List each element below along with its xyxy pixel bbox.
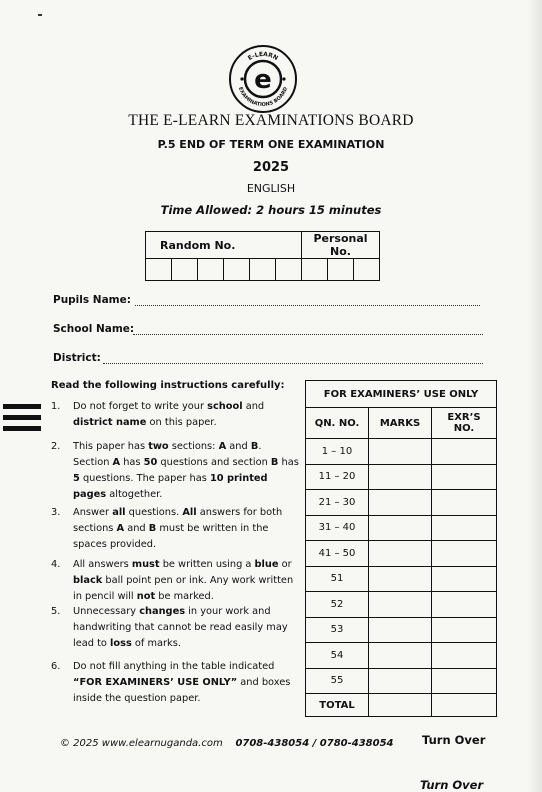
- instruction-emphasis: all: [112, 507, 126, 518]
- instruction-fragment: sections:: [168, 441, 219, 452]
- instruction-item: [51, 659, 299, 707]
- instruction-emphasis: school: [207, 401, 243, 412]
- examiner-cell: [432, 668, 497, 694]
- examiners-table-title: FOR EXAMINERS’ USE ONLY: [306, 381, 497, 408]
- instruction-text: [73, 659, 299, 707]
- instruction-emphasis: black: [73, 575, 103, 586]
- instruction-number: 1.: [51, 401, 61, 412]
- instruction-fragment: on this paper.: [146, 417, 217, 428]
- col-qn-no: QN. NO.: [306, 408, 369, 439]
- district-label: District:: [53, 352, 101, 364]
- random-digit-box: [276, 259, 302, 281]
- marks-cell: [369, 668, 432, 694]
- total-examiner-cell: [432, 694, 497, 717]
- instructions-title: Read the following instructions carefully:: [51, 380, 285, 391]
- scan-marks: [3, 404, 41, 437]
- instruction-fragment: be marked.: [155, 591, 214, 602]
- examiner-cell: [432, 515, 497, 541]
- col-examiner-no: EXR’S NO.: [432, 408, 497, 439]
- instruction-emphasis: two: [148, 441, 169, 452]
- personal-digit-box: [328, 259, 354, 281]
- examiner-cell: [432, 617, 497, 643]
- instruction-fragment: answers for both sections: [73, 507, 283, 534]
- instruction-fragment: ball point pen or ink. Any work written in pencil will: [73, 575, 294, 602]
- instruction-emphasis: district name: [73, 417, 147, 428]
- instruction-emphasis: blue: [254, 559, 279, 570]
- instruction-fragment: has: [278, 457, 299, 468]
- examiner-cell: [432, 566, 497, 592]
- personal-digit-box: [302, 259, 328, 281]
- examiner-cell: [432, 439, 497, 465]
- copyright-text: © 2025 www.elearnuganda.com: [60, 738, 223, 749]
- total-label: TOTAL: [306, 694, 369, 717]
- instruction-fragment: in your work and handwriting that cannot be read easily may lead to: [73, 606, 288, 649]
- logo-letter: e: [254, 65, 272, 95]
- candidate-number-box: [145, 231, 380, 281]
- examiner-cell: [432, 592, 497, 618]
- personal-number-label: Personal No.: [302, 232, 380, 259]
- instruction-emphasis: B: [250, 441, 259, 452]
- instruction-item: [51, 399, 299, 431]
- qn-cell: 55: [306, 668, 369, 694]
- instruction-fragment: and: [226, 441, 251, 452]
- subject: ENGLISH: [246, 182, 296, 195]
- instruction-emphasis: All: [182, 507, 197, 518]
- school-name-line: [133, 334, 483, 335]
- instruction-fragment: or: [278, 559, 292, 570]
- instruction-item: [51, 604, 299, 652]
- instruction-emphasis: must: [131, 559, 160, 570]
- instruction-emphasis: A: [116, 523, 125, 534]
- qn-cell: 51: [306, 566, 369, 592]
- instruction-fragment: questions. The paper has: [79, 473, 210, 484]
- instruction-emphasis: changes: [139, 606, 186, 617]
- random-digit-box: [198, 259, 224, 281]
- instruction-fragment: Answer: [73, 507, 113, 518]
- instruction-text: [73, 505, 299, 553]
- district-line: [103, 363, 483, 364]
- instruction-text: [73, 604, 299, 652]
- examiner-cell: [432, 541, 497, 567]
- logo-ring-bottom: EXAMINATIONS BOARD: [236, 86, 290, 109]
- school-name-label: School Name:: [53, 323, 135, 335]
- qn-cell: 41 – 50: [306, 541, 369, 567]
- instruction-fragment: questions and section: [157, 457, 271, 468]
- marks-cell: [369, 592, 432, 618]
- instruction-number: 3.: [51, 507, 61, 518]
- exam-year: 2025: [252, 160, 290, 175]
- instruction-fragment: questions.: [125, 507, 183, 518]
- instruction-number: 4.: [51, 559, 61, 570]
- marks-cell: [369, 515, 432, 541]
- examiner-cell: [432, 643, 497, 669]
- personal-digit-box: [354, 259, 380, 281]
- examiners-table: [305, 380, 497, 717]
- qn-cell: 11 – 20: [306, 464, 369, 490]
- instruction-number: 2.: [51, 441, 61, 452]
- random-digit-box: [250, 259, 276, 281]
- board-title: THE E-LEARN EXAMINATIONS BOARD: [128, 112, 414, 129]
- instruction-emphasis: 50: [143, 457, 158, 468]
- phone-numbers: 0708-438054 / 0780-438054: [235, 738, 394, 749]
- instruction-fragment: and: [124, 523, 149, 534]
- instruction-text: [73, 439, 299, 503]
- random-number-label: Random No.: [146, 232, 302, 259]
- marks-cell: [369, 617, 432, 643]
- instruction-emphasis: A: [218, 441, 227, 452]
- instruction-fragment: and: [242, 401, 265, 412]
- qn-cell: 21 – 30: [306, 490, 369, 516]
- instruction-number: 6.: [51, 661, 61, 672]
- instruction-text: [73, 557, 299, 605]
- qn-cell: 53: [306, 617, 369, 643]
- instruction-fragment: has: [120, 457, 144, 468]
- instruction-fragment: be written using a: [159, 559, 255, 570]
- examiner-cell: [432, 490, 497, 516]
- total-marks-cell: [369, 694, 432, 717]
- instruction-fragment: must be written in the spaces provided.: [73, 523, 269, 550]
- pupil-name-line: [135, 305, 480, 306]
- instruction-emphasis: 5: [73, 473, 80, 484]
- instruction-fragment: altogether.: [106, 489, 163, 500]
- instruction-fragment: Do not fill anything in the table indicated: [73, 661, 275, 672]
- marks-cell: [369, 541, 432, 567]
- logo-ring-top: E-LEARN: [246, 50, 280, 63]
- instruction-item: [51, 439, 299, 503]
- examiner-cell: [432, 464, 497, 490]
- marks-cell: [369, 439, 432, 465]
- instruction-emphasis: “FOR EXAMINERS’ USE ONLY”: [73, 677, 238, 688]
- random-digit-box: [146, 259, 172, 281]
- instruction-fragment: and boxes inside the question paper.: [73, 677, 291, 704]
- instruction-emphasis: B: [270, 457, 279, 468]
- scan-speck: [38, 14, 42, 16]
- exam-title: P.5 END OF TERM ONE EXAMINATION: [157, 138, 385, 151]
- marks-cell: [369, 464, 432, 490]
- random-digit-box: [172, 259, 198, 281]
- turn-over-label: Turn Over: [422, 733, 486, 747]
- turn-over-bleed: Turn Over: [420, 778, 484, 792]
- footer-contact: [60, 738, 394, 749]
- time-allowed: Time Allowed: 2 hours 15 minutes: [160, 203, 382, 217]
- instruction-emphasis: 10 printed pages: [73, 473, 268, 500]
- instruction-fragment: Do not forget to write your: [73, 401, 208, 412]
- qn-cell: 1 – 10: [306, 439, 369, 465]
- instruction-fragment: All answers: [73, 559, 132, 570]
- qn-cell: 52: [306, 592, 369, 618]
- qn-cell: 31 – 40: [306, 515, 369, 541]
- pupil-name-label: Pupils Name:: [53, 294, 131, 306]
- marks-cell: [369, 490, 432, 516]
- qn-cell: 54: [306, 643, 369, 669]
- random-digit-box: [224, 259, 250, 281]
- instruction-text: [73, 399, 299, 431]
- instruction-emphasis: not: [136, 591, 156, 602]
- instruction-emphasis: B: [148, 523, 157, 534]
- instruction-emphasis: loss: [110, 638, 132, 649]
- col-marks: MARKS: [369, 408, 432, 439]
- marks-cell: [369, 643, 432, 669]
- board-logo-icon: [228, 44, 298, 114]
- instruction-fragment: Unnecessary: [73, 606, 140, 617]
- instruction-fragment: of marks.: [131, 638, 181, 649]
- marks-cell: [369, 566, 432, 592]
- instruction-emphasis: A: [112, 457, 121, 468]
- instruction-fragment: . Section: [73, 441, 262, 468]
- instruction-fragment: This paper has: [73, 441, 149, 452]
- instruction-item: [51, 557, 299, 605]
- instruction-item: [51, 505, 299, 553]
- instruction-number: 5.: [51, 606, 61, 617]
